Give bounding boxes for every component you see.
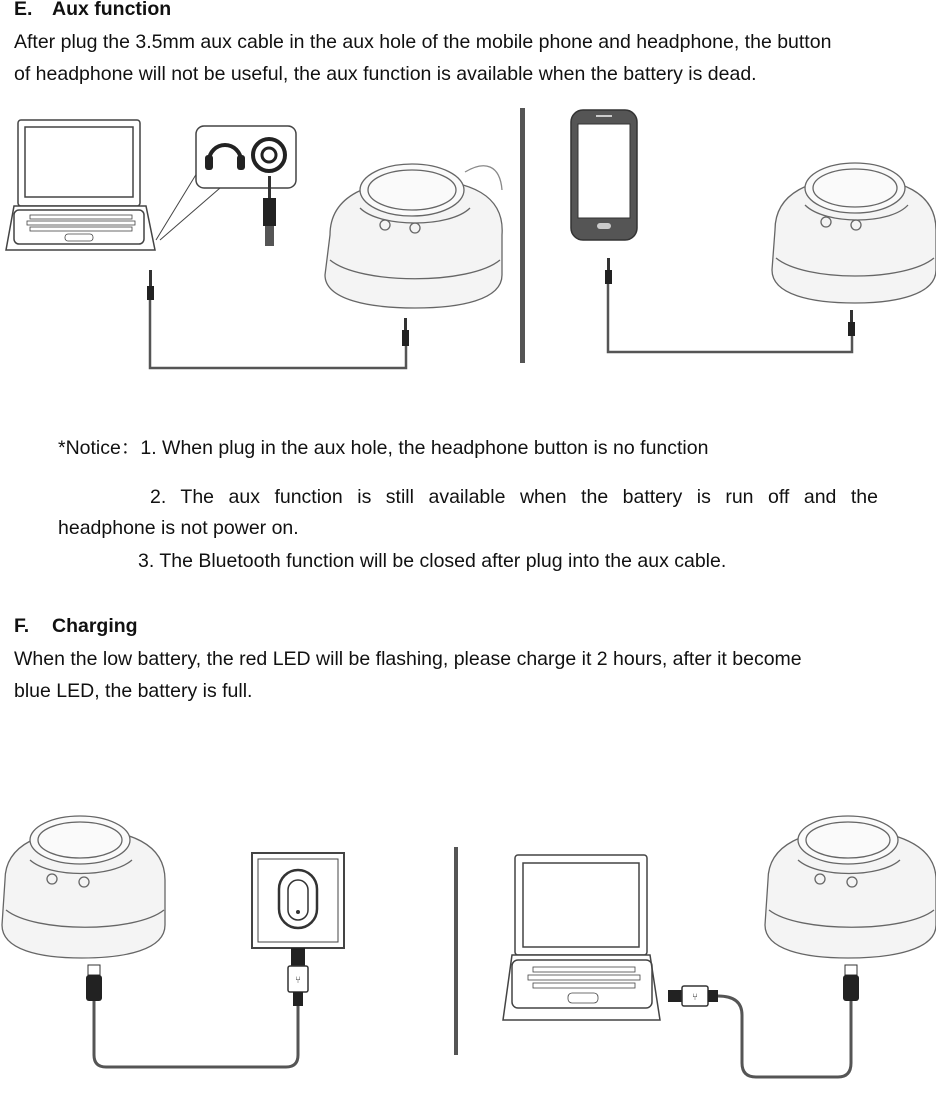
section-e-paragraph-line-1: After plug the 3.5mm aux cable in the aux hole of the mobile phone and headphone, the button — [14, 31, 832, 53]
notice-line-2b: headphone is not power on. — [58, 517, 299, 539]
wall-charger-icon — [252, 853, 344, 948]
headphone-earcup-illustration — [2, 816, 165, 958]
laptop-icon — [6, 120, 155, 250]
laptop-icon — [503, 855, 660, 1020]
section-f-paragraph-line-1: When the low battery, the red LED will be flashing, please charge it 2 hours, after it become — [14, 648, 802, 670]
smartphone-icon — [571, 110, 637, 240]
notice-line-3: 3. The Bluetooth function will be closed after plug into the aux cable. — [138, 550, 727, 572]
headphone-earcup-illustration — [765, 816, 936, 958]
charging-cable-right — [718, 996, 851, 1077]
vertical-divider — [454, 847, 458, 1055]
section-e-heading — [14, 0, 171, 21]
notice-line-2a: 2. The aux function is still available when the battery is run off and the — [150, 486, 878, 508]
svg-text:⑂: ⑂ — [295, 975, 301, 986]
section-e-letter: E. — [14, 0, 33, 20]
svg-text:⑂: ⑂ — [692, 992, 698, 1003]
usb-plug-icon — [288, 948, 308, 1006]
micro-usb-plug-icon — [843, 965, 859, 1001]
vertical-divider — [520, 108, 525, 363]
section-f-title: Charging — [52, 615, 138, 637]
headphone-earcup-illustration — [325, 164, 502, 308]
notice-line-1: *Notice：1. When plug in the aux hole, the headphone button is no function — [58, 437, 709, 459]
section-e-title: Aux function — [52, 0, 172, 20]
charging-cable-left — [94, 1001, 298, 1067]
charging-illustration — [0, 815, 936, 1095]
headphone-earcup-illustration — [772, 163, 936, 303]
section-e-paragraph-line-2: of headphone will not be useful, the aux function is available when the battery is dead. — [14, 63, 757, 85]
aux-port-callout — [156, 126, 296, 246]
section-f-letter: F. — [14, 615, 30, 637]
micro-usb-plug-icon — [86, 965, 102, 1001]
section-f-heading — [14, 614, 138, 638]
aux-connection-illustration — [0, 100, 936, 385]
section-f-paragraph-line-2: blue LED, the battery is full. — [14, 680, 253, 702]
usb-plug-icon — [668, 986, 718, 1006]
